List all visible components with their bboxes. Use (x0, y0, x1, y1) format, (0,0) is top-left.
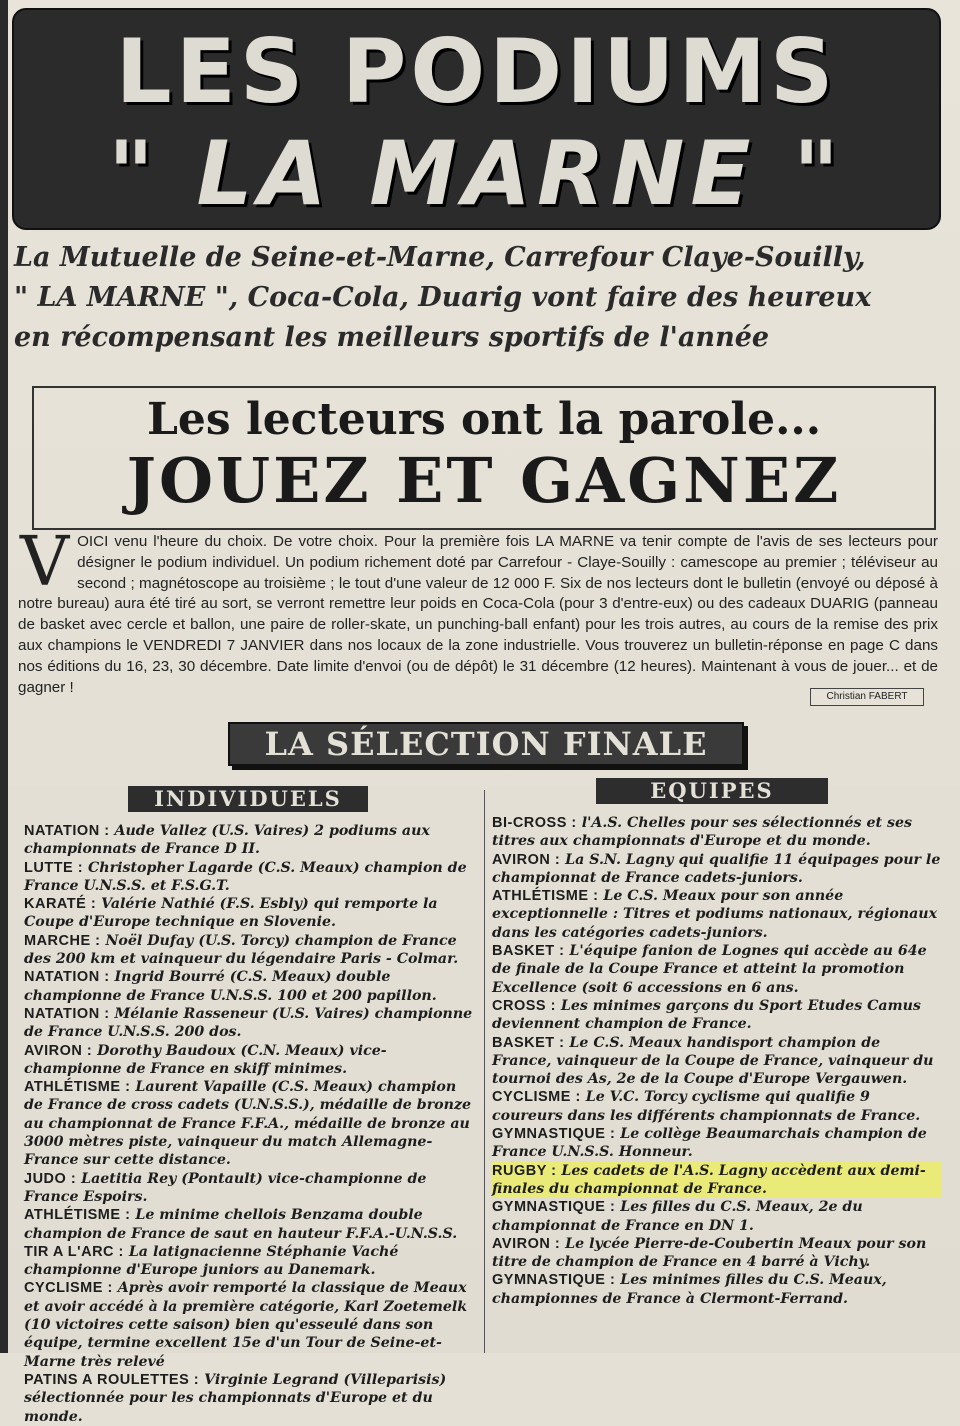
discipline-label: CYCLISME : (24, 1280, 113, 1297)
contest-title: Les lecteurs ont la parole... (146, 394, 822, 445)
intro-text: OICI venu l'heure du choix. De votre choix. Pour la première fois LA MARNE va tenir compte de l'avis de ses lecteurs pour désigner le podium individuel. Un podium richement doté par Carrefour - Claye-Souilly : camescope au premier ; téléviseur au second ; magnétoscope au troisième ; le tout d'une valeur de 12 000 F. Six de nos lecteurs dont le bulletin (envoyé ou déposé à notre bureau) aura été tiré au sort, se verront remettre leur poids en Coca-Cola (pour 3 d'entre-eux) ou des cadeaux DUARIG (panneau de basket avec cercle et ballon, une paire de roller-skate, un punching-ball enfant) pour les trois autres, au cours de la remise des prix aux champions le VENDREDI 7 JANVIER dans nos locaux de la zone industrielle. Vous trouverez un bulletin-réponse en page C dans nos éditions du 16, 23, 30 décembre. Date limite d'envoi (ou de dépôt) le 31 décembre (12 heures). Maintenant à vous de jouer... et de gagner ! (18, 533, 938, 696)
list-item (492, 1034, 942, 1089)
headline-banner (12, 8, 941, 230)
entry-text: Les cadets de l'A.S. Lagny accèdent aux demi-finales du championnat de France. (492, 1162, 926, 1197)
entry-text: Le minime chellois Benzama double champion de France de saut en hauteur F.F.A.-U.N.S.S. (24, 1207, 458, 1242)
subtitle-line-2: " LA MARNE ", Coca-Cola, Duarig vont faire des heureux (14, 282, 872, 313)
contest-headline: JOUEZ ET GAGNEZ (126, 444, 842, 517)
discipline-label: BASKET : (492, 1034, 565, 1051)
individuels-heading: INDIVIDUELS (128, 786, 368, 812)
list-item (24, 1206, 480, 1243)
entry-text: L'équipe fanion de Lognes qui accède au 64e de finale de la Coupe France et atteint la promotion Excellence (soit 6 accessions en 6 ans. (492, 943, 927, 996)
list-item (492, 1198, 942, 1235)
list-item (492, 887, 942, 942)
discipline-label: LUTTE : (24, 859, 84, 876)
list-item (492, 1088, 942, 1125)
discipline-label: GYMNASTIQUE : (492, 1199, 616, 1216)
discipline-label: NATATION : (24, 969, 110, 986)
list-item (24, 1371, 480, 1426)
individuels-list (24, 822, 480, 1426)
entry-text: Noël Dufay (U.S. Torcy) champion de France des 200 km et vainqueur du légendaire Paris - Colmar. (24, 932, 459, 968)
discipline-label: NATATION : (24, 1005, 110, 1022)
discipline-label: ATHLÉTISME : (492, 888, 599, 905)
list-item (492, 1162, 942, 1199)
list-item (492, 814, 942, 851)
discipline-label: GYMNASTIQUE : (492, 1126, 616, 1143)
discipline-label: TIR A L'ARC : (24, 1243, 124, 1260)
list-item (24, 1005, 480, 1042)
entry-text: Les minimes filles du C.S. Meaux, championnes de France à Clermont-Ferrand. (492, 1272, 887, 1307)
discipline-label: CROSS : (492, 997, 556, 1014)
entry-text: l'A.S. Chelles pour ses sélectionnés et ses titres aux championnats d'Europe et du monde. (492, 815, 912, 850)
list-item (24, 822, 480, 859)
discipline-label: ATHLÉTISME : (24, 1207, 131, 1224)
equipes-list (492, 814, 942, 1308)
discipline-label: KARATÉ : (24, 896, 97, 913)
discipline-label: RUGBY : (492, 1162, 557, 1179)
subtitle (14, 238, 939, 358)
entry-text: Après avoir remporté la classique de Meaux et avoir accédé à la première catégorie, Karl Zoetemelk (10 victoires cette saison) bien qu'esseulé dans son équipe, termine excellent 15e d'un Tour de Seine-et-Marne très relevé (24, 1280, 468, 1370)
contest-box (32, 386, 936, 530)
entry-text: Les minimes garçons du Sport Etudes Camus deviennent champion de France. (492, 997, 921, 1033)
list-item (492, 942, 942, 997)
discipline-label: PATINS A ROULETTES : (24, 1371, 200, 1388)
discipline-label: AVIRON : (492, 1235, 561, 1252)
discipline-label: AVIRON : (24, 1042, 93, 1059)
list-item (492, 1125, 942, 1162)
subtitle-line-1: La Mutuelle de Seine-et-Marne, Carrefour Claye-Souilly, (14, 242, 866, 273)
list-item (24, 895, 480, 932)
selection-title: LA SÉLECTION FINALE (228, 722, 744, 766)
list-item (24, 1042, 480, 1079)
entry-text: Valérie Nathié (F.S. Esbly) qui remporte la Coupe d'Europe technique en Slovenie. (24, 896, 438, 931)
banner-line-1: LES PODIUMS (115, 20, 838, 123)
author-byline: Christian FABERT (810, 688, 924, 706)
discipline-label: BI-CROSS : (492, 815, 577, 831)
entry-text: Laurent Vapaille (C.S. Meaux) champion de France de cross cadets (U.N.S.S.), médaille de bronze au championnat de France F.F.A., médaille de bronze au 3000 mètres piste, vainqueur du match Allemagne-France sur cette distance. (24, 1079, 472, 1169)
entry-text: Mélanie Rasseneur (U.S. Vaires) championne de France U.N.S.S. 200 dos. (24, 1005, 473, 1041)
entry-text: Le C.S. Meaux handisport champion de France, vainqueur de la Coupe de France, vainqueur du tournoi des As, 2e de la Coupe d'Europe Vergauwen. (492, 1034, 934, 1088)
banner-line-2: " LA MARNE " (108, 122, 845, 225)
entry-text: Le lycée Pierre-de-Coubertin Meaux pour son titre de champion de France en 4 barré à Vichy. (492, 1235, 927, 1271)
entry-text: Le collège Beaumarchais champion de France U.N.S.S. Honneur. (492, 1126, 927, 1161)
list-item (24, 968, 480, 1005)
entry-text: Le V.C. Torcy cyclisme qui qualifie 9 coureurs dans les différents championnats de France. (492, 1089, 921, 1124)
entry-text: La latignacienne Stéphanie Vaché championne d'Europe juniors au Danemark. (24, 1243, 399, 1279)
discipline-label: GYMNASTIQUE : (492, 1272, 616, 1289)
list-item (24, 1078, 480, 1169)
discipline-label: ATHLÉTISME : (24, 1079, 131, 1096)
list-item (24, 1170, 480, 1207)
entry-text: Les filles du C.S. Meaux, 2e du championnat de France en DN 1. (492, 1199, 863, 1234)
drop-cap: V (20, 523, 70, 602)
page-edge-shadow (0, 0, 8, 1353)
discipline-label: AVIRON : (492, 851, 561, 868)
entry-text: Aude Vallez (U.S. Vaires) 2 podiums aux championnats de France D II. (24, 823, 430, 858)
list-item (24, 1243, 480, 1280)
entry-text: La S.N. Lagny qui qualifie 11 équipages pour le championnat de France cadets-juniors. (492, 851, 941, 886)
list-item (492, 997, 942, 1034)
list-item (24, 859, 480, 896)
intro-paragraph (18, 523, 938, 698)
discipline-label: JUDO : (24, 1170, 77, 1187)
entry-text: Virginie Legrand (Villeparisis) sélectionnée pour les championnats d'Europe et du monde. (24, 1371, 447, 1425)
equipes-heading: EQUIPES (596, 778, 828, 804)
entry-text: Le C.S. Meaux pour son année exceptionnelle : Titres et podiums nationaux, régionaux dans les catégories cadets-juniors. (492, 888, 938, 941)
discipline-label: MARCHE : (24, 932, 101, 949)
entry-text: Ingrid Bourré (C.S. Meaux) double championne de France U.N.S.S. 100 et 200 papillon. (24, 969, 437, 1004)
list-item (24, 932, 480, 969)
entry-text: Christopher Lagarde (C.S. Meaux) champion de France U.N.S.S. et F.S.G.T. (24, 859, 467, 894)
list-item (492, 1235, 942, 1272)
list-item (24, 1279, 480, 1370)
subtitle-line-3: en récompensant les meilleurs sportifs de l'année (14, 322, 770, 353)
entry-text: Dorothy Baudoux (C.N. Meaux) vice-championne de France en skiff minimes. (24, 1042, 387, 1077)
discipline-label: BASKET : (492, 943, 565, 960)
column-divider (484, 790, 485, 1353)
discipline-label: CYCLISME : (492, 1089, 581, 1106)
discipline-label: NATATION : (24, 823, 110, 839)
list-item (492, 851, 942, 888)
entry-text: Laetitia Rey (Pontault) vice-championne de France Espoirs. (24, 1170, 427, 1205)
list-item (492, 1271, 942, 1308)
